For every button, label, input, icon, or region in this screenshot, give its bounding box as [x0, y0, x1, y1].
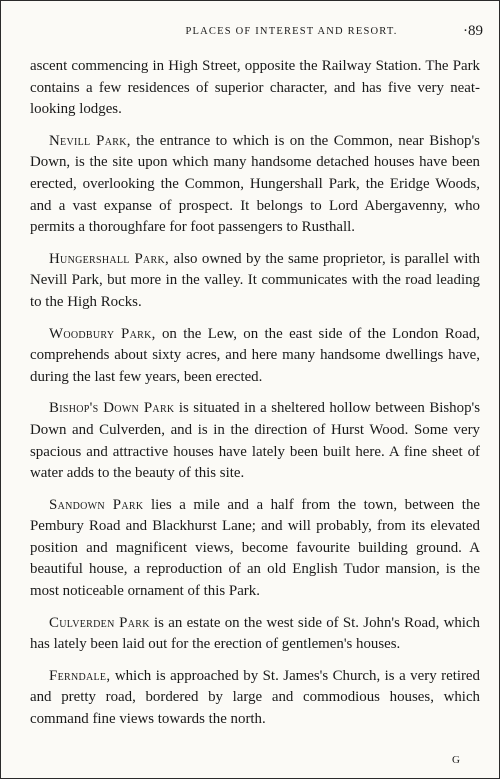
paragraph-text: also owned by the same proprietor, is parallel with Nevill Park, but more in the valley. It communicates with the road leading to the High Rocks.	[30, 250, 481, 310]
paragraph-culverden-park	[30, 613, 480, 656]
paragraph-woodbury-park	[30, 324, 480, 389]
paragraph-text: lies a mile and a half from the town, between the Pembury Road and Blackhurst Lane; and will probably, from its elevated position and magnificent views, become favourite building ground. A beautiful house, a reproduction of an old English Tudor mansion, is the most noticeable ornament of this Park.	[30, 496, 481, 600]
paragraph-text: on the Lew, on the east side of the London Road, comprehends about sixty acres, and here many handsome dwellings have, during the last few years, been erected.	[30, 325, 480, 385]
paragraph-continuation	[30, 56, 480, 121]
paragraph-sandown-park	[30, 495, 480, 603]
place-name: Bishop's Down Park	[49, 400, 175, 417]
paragraph-ferndale	[30, 666, 480, 731]
page-number: ·89	[463, 23, 483, 39]
signature-mark: G	[452, 754, 460, 766]
place-name: Hungershall Park,	[49, 250, 170, 267]
place-name: Nevill Park,	[49, 132, 131, 149]
place-name: Ferndale,	[49, 667, 111, 684]
paragraph-bishops-down-park	[30, 398, 480, 484]
paragraph-text: is situated in a sheltered hollow between Bishop's Down and Culverden, and is in the direction of Hurst Wood. Some very spacious and attractive houses have lately been built here. A fine sheet of water adds to the beauty of this site.	[30, 400, 480, 482]
place-name: Sandown Park	[49, 496, 144, 513]
page-header	[40, 23, 483, 46]
place-name: Culverden Park	[49, 614, 150, 631]
place-name: Woodbury Park,	[49, 325, 156, 342]
paragraph-hungershall-park	[30, 249, 480, 314]
running-head: PLACES OF INTEREST AND RESORT.	[185, 26, 398, 37]
paragraph-text: which is approached by St. James's Church, is a very retired and pretty road, bordered by large and commodious houses, which command fine views towards the north.	[30, 667, 480, 728]
paragraph-nevill-park	[30, 131, 480, 239]
page-body	[30, 56, 480, 741]
paragraph-text: ascent commencing in High Street, opposite the Railway Station. The Park contains a few residences of superior character, and has five very neat-looking lodges.	[30, 58, 480, 118]
paragraph-text: the entrance to which is on the Common, near Bishop's Down, is the site upon which many handsome detached houses have been erected, overlooking the Common, Hungershall Park, the Eridge Woods, and a vast expanse of prospect. It belongs to Lord Abergavenny, who permits a thoroughfare for foot passengers to Rusthall.	[30, 132, 480, 236]
paragraph-text: is an estate on the west side of St. John's Road, which has lately been laid out for the erection of gentlemen's houses.	[30, 614, 480, 653]
